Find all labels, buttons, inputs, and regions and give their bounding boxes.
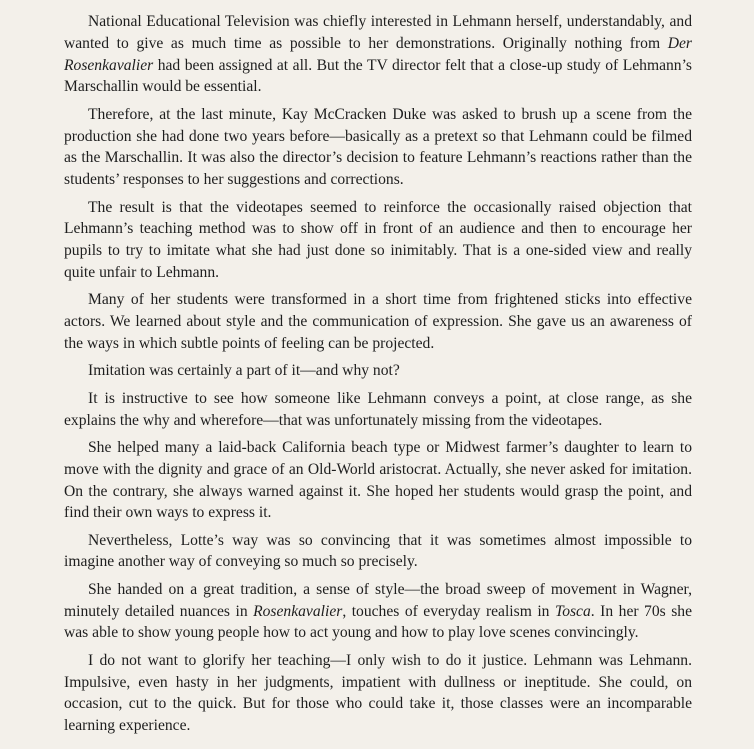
body-paragraph (64, 104, 692, 191)
italic-title-text: Der Rosenkavalier (64, 34, 692, 74)
body-paragraph (64, 197, 692, 284)
body-paragraph (64, 289, 692, 354)
paragraph-text: I do not want to glorify her teaching—I only wish to do it justice. Lehmann was Lehmann. Impulsive, even hasty in her judgments, impatient with dullness or ineptitude. She could, on occasion, cut to the quick. But for those who could take it, those classes were an incomparable learning experience. (64, 651, 692, 735)
paragraph-text: had been assigned at all. But the TV director felt that a close-up study of Lehmann’s Marschallin would be essential. (64, 56, 692, 96)
paragraph-text: Nevertheless, Lotte’s way was so convincing that it was sometimes almost impossible to imagine another way of conveying so much so precisely. (64, 531, 692, 571)
paragraph-text: She helped many a laid-back California beach type or Midwest farmer’s daughter to learn to move with the dignity and grace of an Old-World aristocrat. Actually, she never asked for imitation. On the contrary, she always warned against it. She hoped her students would grasp the point, and find their own ways to express it. (64, 438, 692, 522)
italic-title-text: Rosenkavalier (253, 602, 343, 620)
body-paragraph (64, 650, 692, 737)
paragraph-text: It is instructive to see how someone like Lehmann conveys a point, at close range, as she explains the why and wherefore—that was unfortunately missing from the videotapes. (64, 389, 692, 429)
body-paragraph (64, 579, 692, 644)
paragraph-text: National Educational Television was chiefly interested in Lehmann herself, understandably, and wanted to give as much time as possible to her demonstrations. Originally nothing from (64, 13, 692, 52)
body-paragraph (64, 11, 692, 98)
paragraph-text: Imitation was certainly a part of it—and why not? (88, 362, 400, 380)
paragraph-text: Therefore, at the last minute, Kay McCracken Duke was asked to brush up a scene from the production she had done two years before—basically as a pretext so that Lehmann could be filmed as the Marschallin. It was also the director’s decision to feature Lehmann’s reactions rather than the students’ responses to her suggestions and corrections. (64, 105, 692, 189)
body-paragraph (64, 530, 692, 574)
paragraph-text: , touches of everyday realism in (342, 602, 555, 620)
paragraph-text: Many of her students were transformed in a short time from frightened sticks into effective actors. We learned about style and the communication of expression. She gave us an awareness of the ways in which subtle points of feeling can be projected. (64, 291, 692, 352)
paragraph-text: The result is that the videotapes seemed to reinforce the occasionally raised objection that Lehmann’s teaching method was to show off in front of an audience and then to encourage her pupils to try to imitate what she had just done so inimitably. That is a one-sided view and really quite unfair to Lehmann. (64, 198, 692, 281)
paragraph-text: She handed on a great tradition, a sense of style—the broad sweep of movement in Wagner, minutely detailed nuances in (64, 580, 692, 620)
body-paragraph (64, 437, 692, 524)
italic-title-text: Tosca (554, 602, 591, 620)
paragraph-text: . In her 70s she was able to show young people how to act young and how to play love scenes convincingly. (64, 602, 692, 642)
body-paragraph (64, 360, 692, 382)
body-paragraph (64, 388, 692, 432)
